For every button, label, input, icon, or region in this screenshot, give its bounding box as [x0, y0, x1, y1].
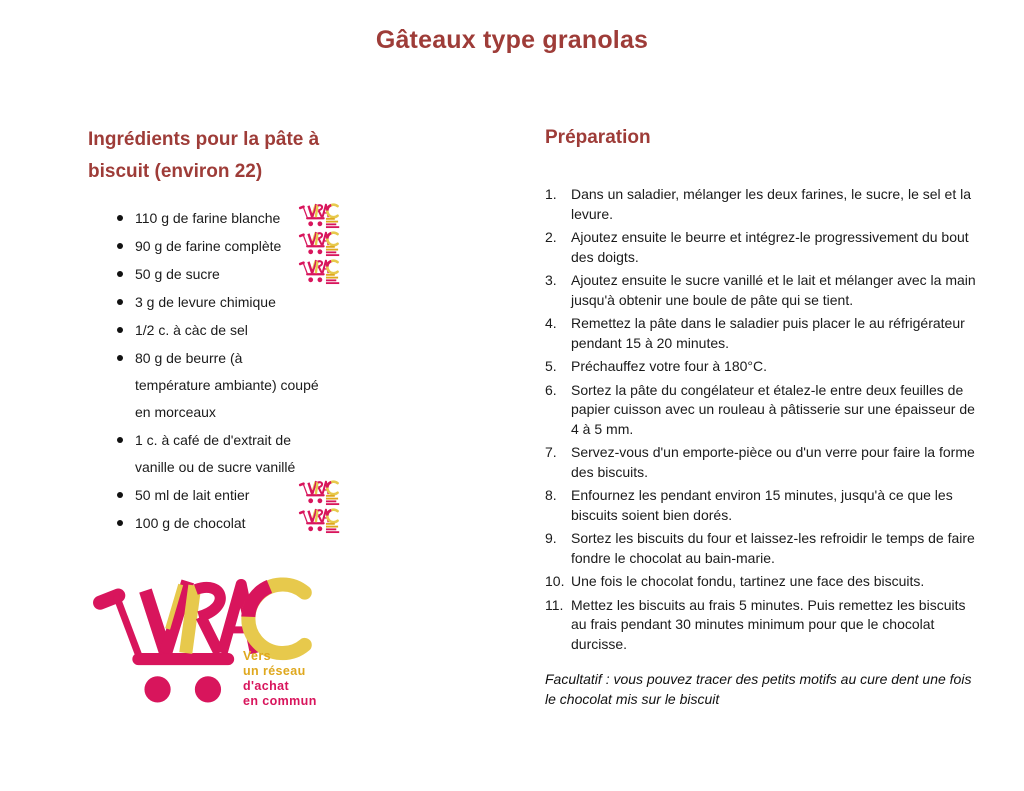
step-text: Ajoutez ensuite le beurre et intégrez-le progressivement du bout des doigts. [571, 229, 969, 265]
list-item: 100 g de chocolat [88, 510, 354, 537]
list-item: 50 g de sucre [88, 261, 354, 288]
bullet-icon [117, 243, 123, 249]
step-number: 7. [545, 444, 557, 460]
step-text: Enfournez les pendant environ 15 minutes, jusqu'à ce que les biscuits soient bien dorés. [571, 487, 953, 523]
vrac-logo [88, 576, 340, 718]
step-item [545, 271, 983, 310]
step-number: 3. [545, 272, 557, 288]
step-item [545, 596, 983, 655]
step-item [545, 185, 983, 224]
step-item [545, 314, 983, 353]
bullet-icon [117, 492, 123, 498]
list-item: 80 g de beurre (à température ambiante) coupé en morceaux [88, 345, 354, 426]
vrac-tagline [243, 649, 317, 709]
ingredients-list [88, 205, 354, 537]
step-item [545, 381, 983, 440]
step-number: 8. [545, 487, 557, 503]
preparation-column [545, 122, 983, 709]
tagline-line: Vers [243, 649, 272, 663]
list-item: 3 g de levure chimique [88, 289, 354, 316]
step-number: 10. [545, 573, 565, 589]
step-text: Dans un saladier, mélanger les deux farines, le sucre, le sel et la levure. [571, 186, 971, 222]
step-number: 5. [545, 358, 557, 374]
bullet-icon [117, 215, 123, 221]
ingredients-column [88, 124, 354, 538]
step-item [545, 529, 983, 568]
step-item [545, 357, 983, 377]
tagline-line: un réseau [243, 664, 306, 678]
step-text: Mettez les biscuits au frais 5 minutes. Puis remettez les biscuits au frais pendant 30 minutes minimum pour que le chocolat durcisse. [571, 596, 966, 652]
step-item [545, 486, 983, 525]
bullet-icon [117, 327, 123, 333]
bullet-icon [117, 299, 123, 305]
list-item: 1/2 c. à càc de sel [88, 317, 354, 344]
vrac-mini-logo-icon [298, 258, 344, 288]
step-text: Sortez les biscuits du four et laissez-les refroidir le temps de faire fondre le chocolat au bain-marie. [571, 530, 975, 566]
step-text: Sortez la pâte du congélateur et étalez-le entre deux feuilles de papier cuisson avec un rouleau à pâtisserie sur une épaisseur de 4 à 5 mm. [571, 381, 975, 437]
tagline-line: en commun [243, 694, 317, 708]
optional-note: Facultatif : vous pouvez tracer des petits motifs au cure dent une fois le chocolat mis sur le biscuit [545, 671, 972, 707]
step-text: Une fois le chocolat fondu, tartinez une face des biscuits. [571, 573, 925, 589]
step-number: 4. [545, 315, 557, 331]
preparation-heading: Préparation [545, 127, 651, 148]
list-item: 90 g de farine complète [88, 233, 354, 260]
step-text: Préchauffez votre four à 180°C. [571, 358, 768, 374]
step-item [545, 443, 983, 482]
step-item [545, 228, 983, 267]
step-number: 6. [545, 381, 557, 398]
step-number: 2. [545, 229, 557, 245]
vrac-mini-logo-icon [298, 230, 344, 260]
page-title: Gâteaux type granolas [375, 26, 649, 54]
list-item: 50 ml de lait entier [88, 482, 354, 509]
step-number: 9. [545, 530, 557, 546]
vrac-mini-logo-icon [298, 479, 344, 509]
tagline-line: d'achat [243, 679, 290, 693]
step-text: Remettez la pâte dans le saladier puis placer le au réfrigérateur pendant 15 à 20 minutes. [571, 315, 965, 351]
vrac-mini-logo-icon [298, 202, 344, 232]
step-number: 1. [545, 186, 557, 202]
step-item [545, 572, 983, 592]
list-item: 110 g de farine blanche [88, 205, 354, 232]
list-item: 1 c. à café de d'extrait de vanille ou de sucre vanillé [88, 427, 354, 481]
step-number: 11. [545, 596, 564, 613]
vrac-mini-logo-icon [298, 507, 344, 537]
bullet-icon [117, 271, 123, 277]
preparation-steps-list [545, 185, 983, 654]
step-text: Servez-vous d'un emporte-pièce ou d'un verre pour faire la forme des biscuits. [571, 444, 975, 480]
step-text: Ajoutez ensuite le sucre vanillé et le lait et mélanger avec la main jusqu'à obtenir une boule de pâte qui se tient. [571, 272, 976, 308]
bullet-icon [117, 520, 123, 526]
bullet-icon [117, 437, 123, 443]
bullet-icon [117, 355, 123, 361]
ingredients-heading: Ingrédients pour la pâte à biscuit (environ 22) [88, 129, 320, 182]
